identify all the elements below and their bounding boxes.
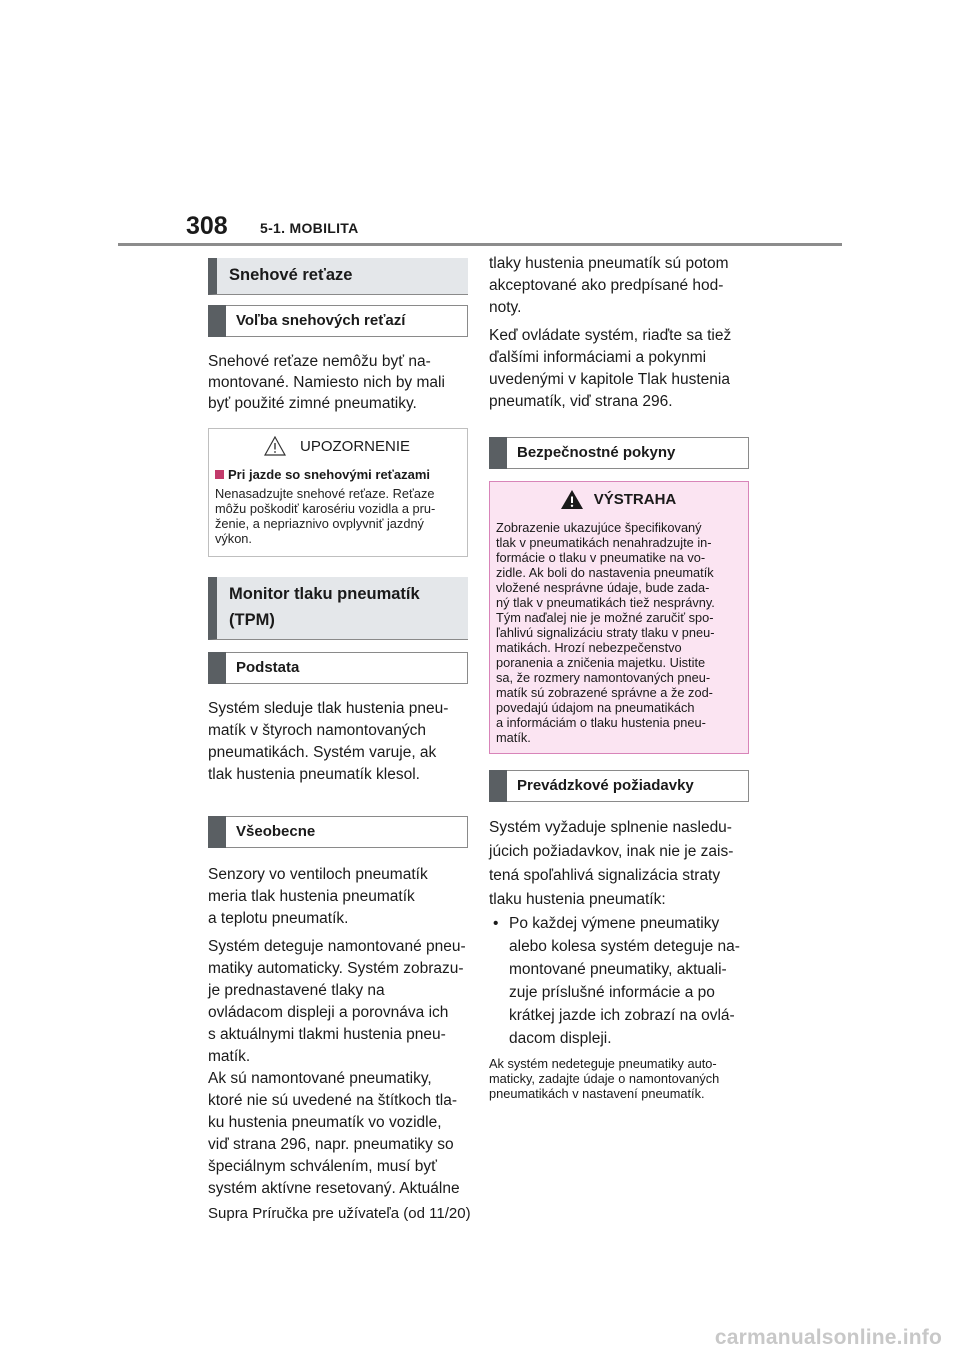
watermark: carmanualsonline.info: [714, 1326, 942, 1349]
header-rule: [118, 243, 842, 246]
paragraph-general-3: Ak sú namontované pneumatiky, ktoré nie sú uvedené na štítkoch tla- ku hustenia pneumatík vo vozidle, viď strana 296, napr. pneumatiky so špeciálnym schválením, musí byť systém aktívne resetovaný. Aktuálne: [208, 1070, 460, 1197]
subheading-snow-chain-choice: Voľba snehových reťazí: [208, 305, 468, 337]
warning-filled-icon: [560, 489, 584, 510]
paragraph-snow-chains: Snehové reťaze nemôžu byť na- montované. Namiesto nich by mali byť použité zimné pneumatiky.: [208, 353, 445, 412]
warning-header: [496, 488, 740, 510]
caution-outline-icon: [264, 436, 286, 456]
paragraph-continued: tlaky hustenia pneumatík sú potom akceptované ako predpísané hod- noty.: [489, 255, 729, 316]
notice-subtitle: Pri jazde so snehovými reťazami: [215, 467, 459, 482]
footer-text: Supra Príručka pre užívateľa (od 11/20): [208, 1205, 471, 1222]
subheading-principle: Podstata: [208, 652, 468, 684]
left-column: [208, 258, 468, 1206]
pink-square-icon: [215, 470, 224, 479]
paragraph-general-2: Systém deteguje namontované pneu- matiky automaticky. Systém zobrazu- je prednastavené tlaky na ovládacom displeji a porovnáva ich s aktuálnymi tlakmi hustenia pneu- matík.: [208, 938, 466, 1065]
notice-box: [208, 428, 468, 557]
paragraph-principle: Systém sleduje tlak hustenia pneu- matík v štyroch namontovaných pneumatikách. Systém varuje, ak tlak hustenia pneumatík klesol.: [208, 700, 449, 783]
bullet-mark: •: [493, 915, 499, 932]
paragraph-general-1: Senzory vo ventiloch pneumatík meria tlak hustenia pneumatík a teplotu pneumatík.: [208, 866, 428, 927]
notice-label: UPOZORNENIE: [299, 437, 410, 455]
warning-label: VÝSTRAHA: [593, 490, 677, 508]
list-item: [489, 912, 749, 1050]
subheading-requirements: Prevádzkové požiadavky: [489, 770, 749, 802]
heading-tpm: Monitor tlaku pneumatík (TPM): [208, 577, 468, 640]
warning-text: Zobrazenie ukazujúce špecifikovaný tlak v pneumatikách nenahradzujte in- formácie o tlaku v pneumatike na vo- zidle. Ak boli do nastavenia pneumatík vložené nesprávne údaje, bude zada- ný tlak v pneumatikách tiež nesprávny. Tým naďalej nie je možné zaručiť spo- ľahlivú signalizáciu straty tlaku v pneu- matikách. Hrozí nebezpečenstvo poranenia a zničenia majetku. Uistite sa, že rozmery namontovaných pneu- matík sú zobrazené správne a že zod- povedajú údajom na pneumatikách a informáciám o tlaku hustenia pneu- matík.: [496, 520, 715, 745]
heading-snow-chains: Snehové reťaze: [208, 258, 468, 295]
subheading-safety: Bezpečnostné pokyny: [489, 437, 749, 469]
subheading-general: Všeobecne: [208, 816, 468, 848]
notice-text: Nenasadzujte snehové reťaze. Reťaze môžu poškodiť karosériu vozidla a pru- ženie, a nepriaznivo ovplyvniť jazdný výkon.: [215, 486, 436, 546]
paragraph-requirements: Systém vyžaduje splnenie nasledu- júcich požiadavkov, inak nie je zais- tená spoľahlivá signalizácia straty tlaku hustenia pneumatík:: [489, 819, 734, 908]
paragraph-when-operating: Keď ovládate systém, riaďte sa tiež ďalšími informáciami a pokynmi uvedenými v kapitole Tlak hustenia pneumatík, viď strana 296.: [489, 327, 732, 410]
section-title: 5-1. MOBILITA: [260, 220, 359, 236]
notice-header: [215, 435, 459, 457]
warning-box: [489, 481, 749, 754]
paragraph-note: Ak systém nedeteguje pneumatiky auto- maticky, zadajte údaje o namontovaných pneumatikách v nastavení pneumatík.: [489, 1056, 720, 1101]
right-column: [489, 253, 749, 1101]
list-item-text: Po každej výmene pneumatiky alebo kolesa systém deteguje na- montované pneumatiky, aktuali- zuje príslušné informácie a po krátkej jazde ich zobrazí na ovlá- dacom displeji.: [509, 915, 740, 1047]
page-number: 308: [186, 212, 228, 240]
